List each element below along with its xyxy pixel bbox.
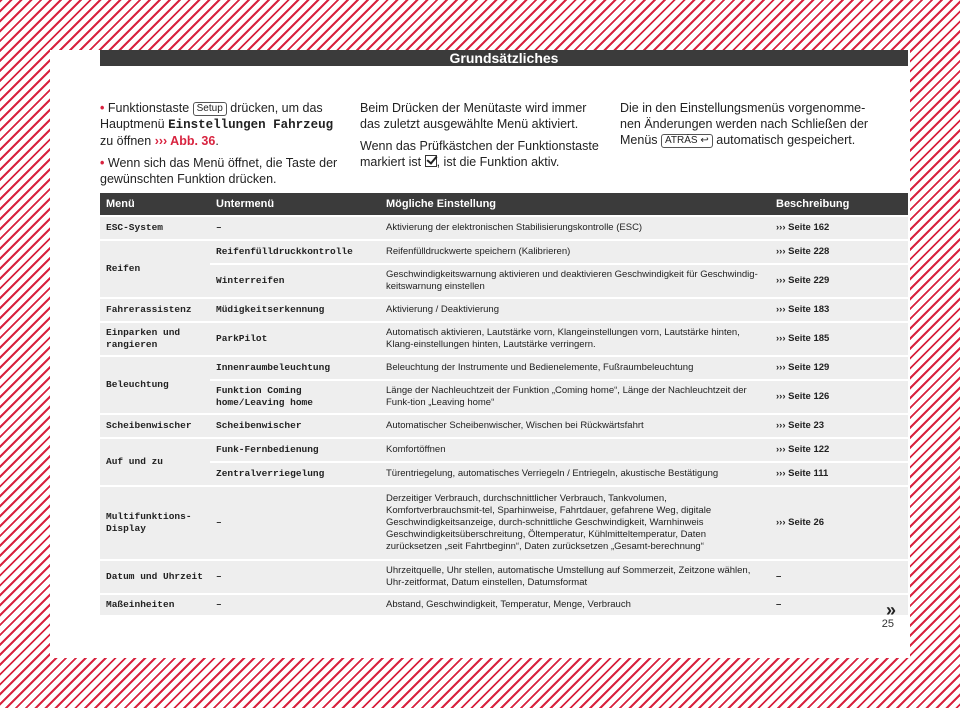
menu-cell: Fahrerassistenz — [100, 299, 210, 321]
page-reference[interactable]: ››› Seite 126 — [770, 381, 908, 413]
submenu-cell: ParkPilot — [210, 323, 380, 355]
page-reference[interactable]: ››› Seite 183 — [770, 299, 908, 321]
table-row — [100, 323, 908, 355]
header-description: Beschreibung — [770, 193, 908, 215]
continue-mark: » — [885, 600, 896, 620]
submenu-cell: Funktion Coming home/Leaving home — [210, 381, 380, 413]
menu-cell: Reifen — [100, 241, 210, 297]
submenu-cell: – — [210, 561, 380, 593]
page-reference[interactable]: ››› Seite 23 — [770, 415, 908, 437]
header-menu: Menü — [100, 193, 210, 215]
table-row — [100, 357, 908, 379]
submenu-cell: – — [210, 217, 380, 239]
page-reference[interactable]: ››› Seite 229 — [770, 265, 908, 297]
setting-cell: Derzeitiger Verbrauch, durchschnittlicher Verbrauch, Tankvolumen, Komfortverbrauchsmit-tel, Sparhinweise, Fahrtdauer, gefahrene Weg, digitale Geschwindigkeitsanzeige, durch-schnittliche Geschwindigkeit, Warnhinweis Geschwindigkeitsüberschreitung, Öltemperatur, Kühlmitteltemperatur, Daten zurücksetzen „seit Fahrtbeginn“, Daten zurücksetzen „Gesamt-berechnung“ — [380, 487, 770, 559]
header-setting: Mögliche Einstellung — [380, 193, 770, 215]
setup-key: Setup — [193, 102, 227, 116]
submenu-cell: Innenraumbeleuchtung — [210, 357, 380, 379]
table-row — [100, 299, 908, 321]
page-reference: – — [770, 595, 908, 615]
page-reference[interactable]: ››› Seite 122 — [770, 439, 908, 461]
table-row — [100, 241, 908, 263]
menu-cell: ESC-System — [100, 217, 210, 239]
page-reference: – — [770, 561, 908, 593]
setting-cell: Türentriegelung, automatisches Verriegeln / Entriegeln, akustische Bestätigung — [380, 463, 770, 485]
intro-column-1 — [100, 100, 345, 193]
checkbox-checked-icon — [425, 155, 437, 167]
back-key: ATRÁS ↩ — [661, 134, 713, 148]
page — [50, 50, 910, 658]
submenu-cell: Müdigkeitserkennung — [210, 299, 380, 321]
menu-cell: Scheibenwischer — [100, 415, 210, 437]
settings-table — [100, 191, 908, 617]
menu-cell: Datum und Uhrzeit — [100, 561, 210, 593]
table-row — [100, 217, 908, 239]
setting-cell: Uhrzeitquelle, Uhr stellen, automatische Umstellung auf Sommerzeit, Zeitzone wählen, Uhr-zeitformat, Datum einstellen, Datumsformat — [380, 561, 770, 593]
header-submenu: Untermenü — [210, 193, 380, 215]
submenu-cell: Reifenfülldruckkontrolle — [210, 241, 380, 263]
save-note: Die in den Einstellungsmenüs vorgenomme-nen Änderungen werden nach Schließen der Menüs ATRÁS ↩ automatisch gespeichert. — [620, 101, 869, 147]
page-reference[interactable]: ››› Seite 26 — [770, 487, 908, 559]
page-number: 25 — [881, 618, 894, 630]
table-row — [100, 487, 908, 559]
setting-cell: Automatischer Scheibenwischer, Wischen bei Rückwärtsfahrt — [380, 415, 770, 437]
intro-column-2 — [360, 100, 605, 176]
page-reference[interactable]: ››› Seite 162 — [770, 217, 908, 239]
table-row — [100, 561, 908, 593]
page-reference[interactable]: ››› Seite 228 — [770, 241, 908, 263]
menu-cell: Maßeinheiten — [100, 595, 210, 615]
setting-cell: Komfortöffnen — [380, 439, 770, 461]
setting-cell: Geschwindigkeitswarnung aktivieren und deaktivieren Geschwindigkeit für Geschwindig-keitswarnung einstellen — [380, 265, 770, 297]
section-header: Grundsätzliches — [100, 50, 908, 66]
setting-cell: Beleuchtung der Instrumente und Bedienelemente, Fußraumbeleuchtung — [380, 357, 770, 379]
table-header-row — [100, 193, 908, 215]
bullet-icon: • — [100, 156, 105, 170]
setting-cell: Automatisch aktivieren, Lautstärke vorn, Klangeinstellungen vorn, Lautstärke hinten, Klang-einstellungen hinten, Lautstärke verringern. — [380, 323, 770, 355]
table-row — [100, 463, 908, 485]
setting-cell: Reifenfülldruckwerte speichern (Kalibrieren) — [380, 241, 770, 263]
bullet-icon: • — [100, 101, 105, 115]
submenu-cell: Funk-Fernbedienung — [210, 439, 380, 461]
setting-cell: Abstand, Geschwindigkeit, Temperatur, Menge, Verbrauch — [380, 595, 770, 615]
checkbox-note: Wenn das Prüfkästchen der Funktionstaste markiert ist , ist die Funktion aktiv. — [360, 139, 599, 169]
table-row — [100, 415, 908, 437]
instruction-2: • Wenn sich das Menü öffnet, die Taste der gewünschten Funktion drücken. — [100, 156, 338, 186]
table-row — [100, 381, 908, 413]
submenu-cell: – — [210, 595, 380, 615]
submenu-cell: Winterreifen — [210, 265, 380, 297]
intro-column-3 — [620, 100, 870, 154]
page-reference[interactable]: ››› Seite 185 — [770, 323, 908, 355]
setting-cell: Aktivierung / Deaktivierung — [380, 299, 770, 321]
menu-cell: Multifunktions-Display — [100, 487, 210, 559]
setting-cell: Aktivierung der elektronischen Stabilisierungskontrolle (ESC) — [380, 217, 770, 239]
table-row — [100, 439, 908, 461]
menu-note: Beim Drücken der Menütaste wird immer das zuletzt ausgewählte Menü aktiviert. — [360, 101, 587, 131]
submenu-cell: – — [210, 487, 380, 559]
menu-name: Einstellungen Fahrzeug — [168, 118, 334, 132]
menu-cell: Einparken und rangieren — [100, 323, 210, 355]
instruction-1: • Funktionstaste Setup drücken, um das Hauptmenü Einstellungen Fahrzeug zu öffnen ››› Abb. 36. — [100, 101, 334, 148]
figure-reference[interactable]: ››› Abb. 36 — [154, 134, 216, 148]
page-reference[interactable]: ››› Seite 111 — [770, 463, 908, 485]
submenu-cell: Zentralverriegelung — [210, 463, 380, 485]
menu-cell: Auf und zu — [100, 439, 210, 485]
page-reference[interactable]: ››› Seite 129 — [770, 357, 908, 379]
submenu-cell: Scheibenwischer — [210, 415, 380, 437]
setting-cell: Länge der Nachleuchtzeit der Funktion „Coming home“, Länge der Nachleuchtzeit der Funk-tion „Leaving home“ — [380, 381, 770, 413]
table-row — [100, 265, 908, 297]
menu-cell: Beleuchtung — [100, 357, 210, 413]
table-row — [100, 595, 908, 615]
